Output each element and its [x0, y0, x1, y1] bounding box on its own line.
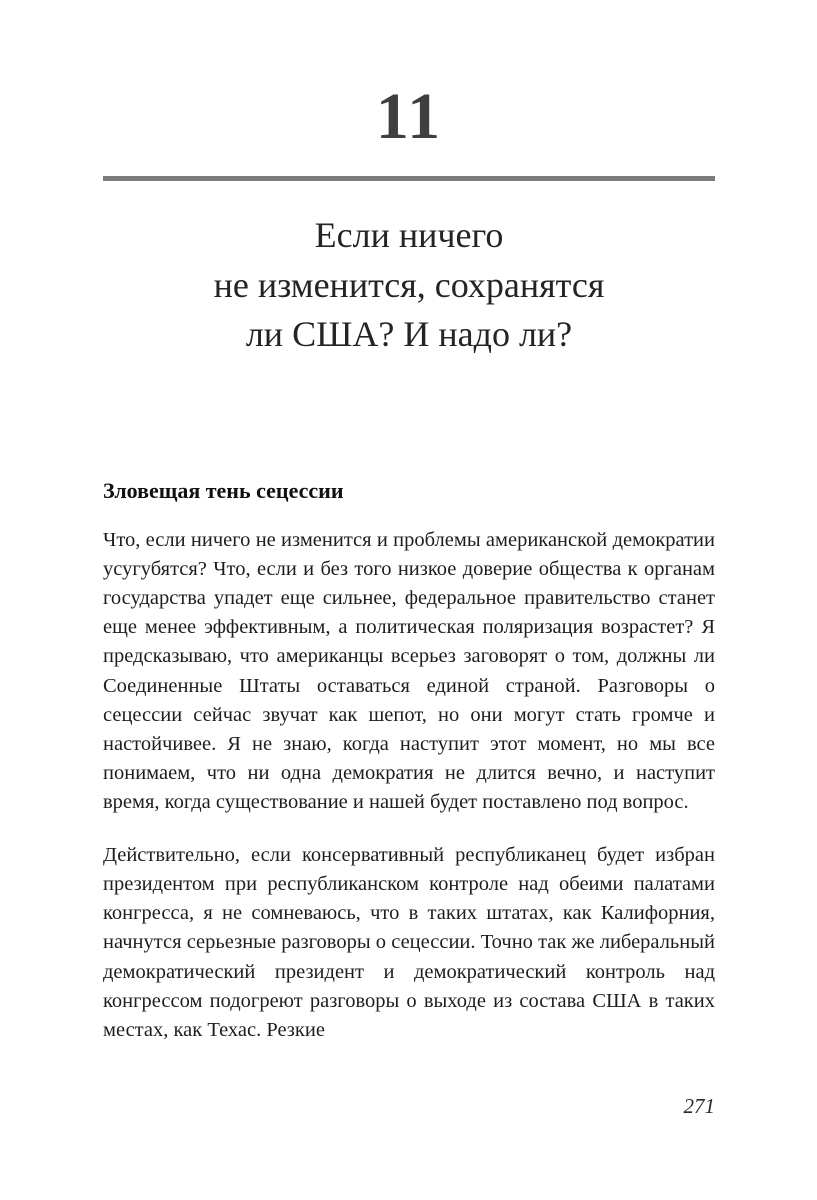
- chapter-title: [103, 211, 715, 360]
- chapter-title-line-2: не изменится, сохранятся: [213, 264, 605, 305]
- chapter-divider: [103, 176, 715, 181]
- chapter-title-line-1: Если ничего: [314, 215, 504, 255]
- page-number: 271: [683, 1094, 715, 1118]
- chapter-number: 11: [375, 80, 443, 153]
- body-paragraph-2: Действительно, если консервативный республиканец будет избран президентом при республиканском контроле над обеими палатами конгресса, я не сомневаюсь, что в таких штатах, как Калифорния, начнутся серьезные разговоры о сецессии. Точно так же либеральный демократический президент и демократический контроль над конгрессом подогреют разговоры о выходе из состава США в таких местах, как Техас. Резкие: [103, 844, 715, 1041]
- page-content: [103, 0, 715, 1065]
- section-heading: Зловещая тень сецессии: [103, 478, 344, 504]
- body-paragraph-1: Что, если ничего не изменится и проблемы американской демократии усугубятся? Что, если и без того низкое доверие общества к органам государства упадет еще сильнее, федеральное правительство станет еще менее эффективным, а политическая поляризация возрастет? Я предсказываю, что американцы всерьез заговорят о том, должны ли Соединенные Штаты оставаться единой страной. Разговоры о сецессии сейчас звучат как шепот, но они могут стать громче и настойчивее. Я не знаю, когда наступит этот момент, но мы все понимаем, что ни одна демократия не длится вечно, и наступит время, когда существование и нашей будет поставлено под вопрос.: [103, 529, 715, 813]
- chapter-title-line-3: ли США? И надо ли?: [245, 314, 573, 355]
